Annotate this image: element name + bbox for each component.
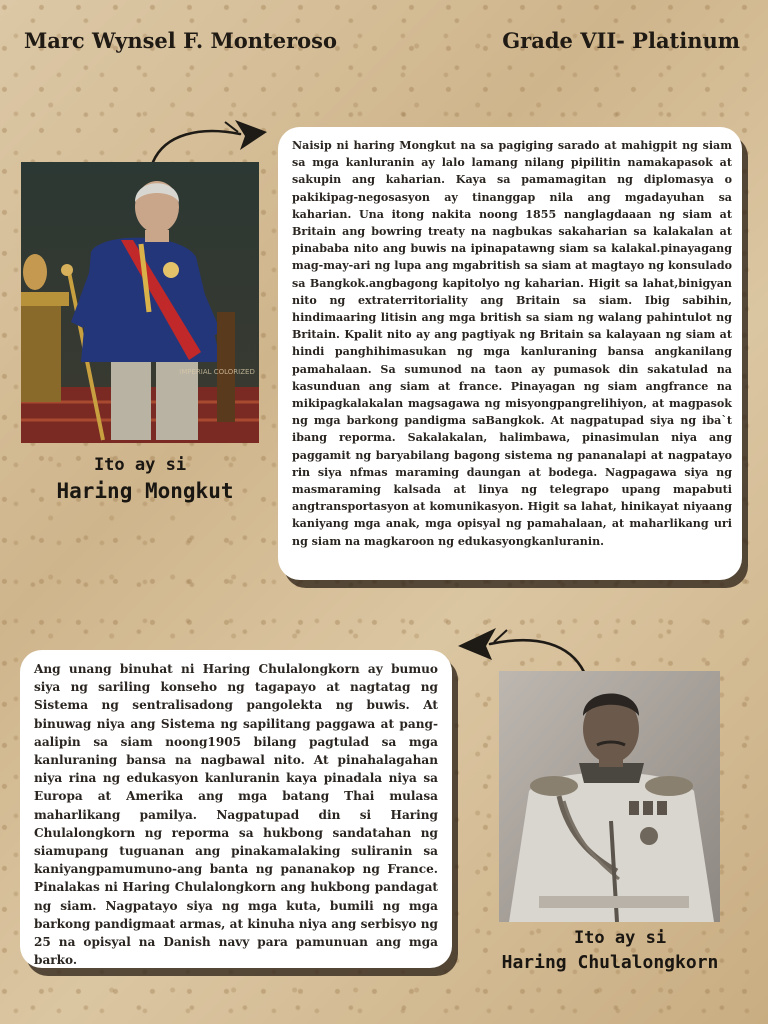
haring-chulalongkorn-photo — [499, 671, 720, 922]
caption-intro: Ito ay si — [93, 455, 187, 475]
mongkut-text-card — [278, 127, 742, 580]
author-name: Marc Wynsel F. Monteroso — [24, 28, 337, 53]
curved-arrow-icon — [452, 622, 592, 678]
caption-king-name: Haring Chulalongkorn — [501, 952, 719, 973]
mongkut-paragraph: Naisip ni haring Mongkut na sa pagiging sarado at mahigpit ng siam sa mga kanluranin ay lalo lamang nilang pipilitin namakapasok at sakupin ang kaharian. Kaya sa pamamagitan ng diplomasya o pakikipag-negosasyon ay tinanggap nila ang mgadayuhan sa kaharian. Una itong nakita noong 1855 nanglagdaaan ng siam at Britain ang bowring treaty na nagbukas sakaharian sa kalakalan at pinababa nito ang buwis na ipinapatawng siam sa kalakal.pinayagang mag-may-ari ng lupa ang mgabritish sa siam at magtayo ng konsulado sa Bangkok.angbagong kapitolyo ng kaharian. Higit sa lahat,binigyan nito ng extraterritoriality ang Britain sa siam. Ibig sabihin, hindimaaring litisin ang mga british sa siam ng walang pahintulot ng Britain. Kpalit nito ay ang pagtiyak ng Britain sa kalayaan ng siam at hindi panghihimasukan ng mga kanluraning bansa angkanilang pamahalaan. Sa sumunod na taon ay pumasok din sakatulad na kasunduan ang siam at france. Pinayagan ng siam angfrance na mikipagkalakalan magsagawa ng misyongpangrelihiyon, at magpasok ng mga barkong pandigma saBangkok. At nagpatupad siya ng iba`t ibang reporma. Sakalakalan, halimbawa, pinasimulan niya ang paggamit ng baryabilang bagong sistema ng pananalapi at nagpatayo rin siya nfmas maraming daungan at bodega. Nagpagawa siya ng masmaraming kalsada at linya ng telegrapo upang mapabuti angtransportasyon at komunikasyon. Higit sa lahat, hinikayat niyaang kaniyang mga anak, mga opisyal ng pamahalaan, at maharlikang uri ng siam na magkaroon ng edukasyongkanluranin. — [292, 139, 732, 548]
chulalongkorn-text-card — [20, 650, 452, 968]
haring-mongkut-photo — [21, 162, 259, 443]
caption-king-name: Haring Mongkut — [56, 479, 234, 503]
chulalongkorn-paragraph: Ang unang binuhat ni Haring Chulalongkorn ay bumuo siya ng sariling konseho ng tagapayo at nagtatag ng Sistema ng sentralisadong pangolekta ng buwis. At binuwag niya ang Sistema ng sapilitang paggawa at pang-aalipin sa siam noong1905 bilang pagtulad sa mga kanluraning bansa na nagbawal nito. At pinahalagahan niya rina ng edukasyon kanluranin kaya pinadala niya sa Europa at Amerika ang mga batang Thai mulasa maharlikang pamilya. Nagpatupad din si Haring Chulalongkorn ng reporma sa hukbong sandatahan ng siamupang tuguanan ang pinakamalaking suliranin sa kaniyangpamumuno-ang banta ng pananakop ng France. Pinalakas ni Haring Chulalongkorn ang hukbong pandagat ng siam. Nagpatayo siya ng mga kuta, bumili ng mga barkong pandigmaat armas, at kinuha niya ang serbisyo ng 25 na opisyal na Danish navy para pamunuan ang mga barko. — [34, 662, 438, 968]
grade-section: Grade VII- Platinum — [502, 28, 740, 53]
caption-intro: Ito ay si — [573, 928, 667, 948]
svg-text:IMPERIAL COLORIZED: IMPERIAL COLORIZED — [179, 368, 255, 376]
